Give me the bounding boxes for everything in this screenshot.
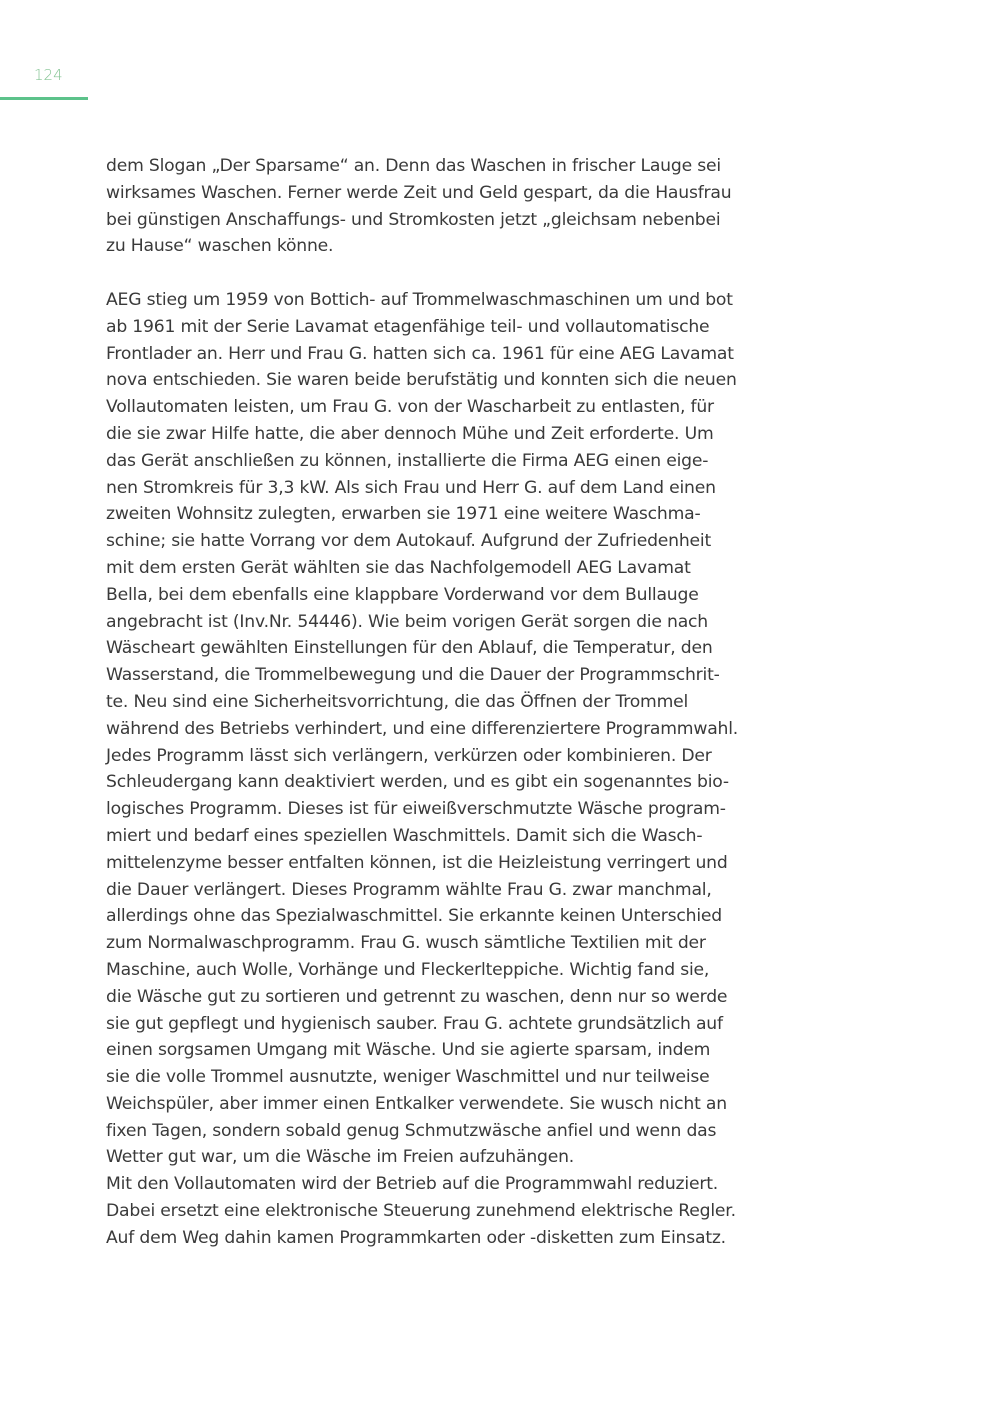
text-line: sie gut gepflegt und hygienisch sauber. Frau G. achtete grundsätzlich auf bbox=[106, 1013, 723, 1034]
text-line: zum Normalwaschprogramm. Frau G. wusch sämtliche Textilien mit der bbox=[106, 933, 706, 954]
text-line: Auf dem Weg dahin kamen Programmkarten oder -disketten zum Einsatz. bbox=[106, 1227, 726, 1248]
text-line: wirksames Waschen. Ferner werde Zeit und Geld gespart, da die Hausfrau bbox=[106, 182, 732, 203]
text-line: logisches Programm. Dieses ist für eiweißverschmutzte Wäsche program- bbox=[106, 799, 726, 820]
text-line: Mit den Vollautomaten wird der Betrieb auf die Programmwahl reduziert. bbox=[106, 1174, 718, 1195]
text-line: während des Betriebs verhindert, und eine differenziertere Programmwahl. bbox=[106, 718, 739, 739]
page-number: 124 bbox=[34, 66, 63, 84]
body-text bbox=[106, 153, 786, 1252]
text-line: Wetter gut war, um die Wäsche im Freien aufzuhängen. bbox=[106, 1147, 575, 1168]
text-line: Jedes Programm lässt sich verlängern, verkürzen oder kombinieren. Der bbox=[106, 745, 712, 766]
text-line: AEG stieg um 1959 von Bottich- auf Trommelwaschmaschinen um und bot bbox=[106, 289, 733, 310]
text-line: nova entschieden. Sie waren beide berufstätig und konnten sich die neuen bbox=[106, 370, 737, 391]
text-line: die sie zwar Hilfe hatte, die aber dennoch Mühe und Zeit erforderte. Um bbox=[106, 423, 714, 444]
text-line: zweiten Wohnsitz zulegten, erwarben sie 1971 eine weitere Waschma- bbox=[106, 504, 701, 525]
paragraph-1 bbox=[106, 153, 786, 260]
text-line: zu Hause“ waschen könne. bbox=[106, 236, 334, 257]
text-line: fixen Tagen, sondern sobald genug Schmutzwäsche anfiel und wenn das bbox=[106, 1120, 717, 1141]
text-line: dem Slogan „Der Sparsame“ an. Denn das Waschen in frischer Lauge sei bbox=[106, 156, 721, 176]
text-line: Maschine, auch Wolle, Vorhänge und Fleckerlteppiche. Wichtig fand sie, bbox=[106, 959, 710, 980]
text-line: die Wäsche gut zu sortieren und getrennt zu waschen, denn nur so werde bbox=[106, 986, 728, 1007]
text-line: miert und bedarf eines speziellen Waschmittels. Damit sich die Wasch- bbox=[106, 825, 703, 846]
text-line: Schleudergang kann deaktiviert werden, und es gibt ein sogenanntes bio- bbox=[106, 772, 729, 793]
text-line: Frontlader an. Herr und Frau G. hatten sich ca. 1961 für eine AEG Lavamat bbox=[106, 343, 734, 364]
paragraph-gap bbox=[106, 260, 786, 287]
text-line: Dabei ersetzt eine elektronische Steuerung zunehmend elektrische Regler. bbox=[106, 1201, 736, 1222]
text-line: Bella, bei dem ebenfalls eine klappbare Vorderwand vor dem Bullauge bbox=[106, 584, 699, 605]
paragraph-2 bbox=[106, 287, 786, 1252]
text-line: Wasserstand, die Trommelbewegung und die Dauer der Programmschrit- bbox=[106, 665, 720, 686]
text-line: allerdings ohne das Spezialwaschmittel. Sie erkannte keinen Unterschied bbox=[106, 906, 723, 927]
text-line: bei günstigen Anschaffungs- und Stromkosten jetzt „gleichsam nebenbei bbox=[106, 209, 721, 230]
text-line: die Dauer verlängert. Dieses Programm wählte Frau G. zwar manchmal, bbox=[106, 879, 712, 900]
text-line: nen Stromkreis für 3,3 kW. Als sich Frau und Herr G. auf dem Land einen bbox=[106, 477, 716, 498]
text-line: te. Neu sind eine Sicherheitsvorrichtung, die das Öffnen der Trommel bbox=[106, 691, 689, 712]
text-line: einen sorgsamen Umgang mit Wäsche. Und sie agierte sparsam, indem bbox=[106, 1040, 711, 1061]
text-line: das Gerät anschließen zu können, installierte die Firma AEG einen eige- bbox=[106, 450, 709, 471]
text-line: mit dem ersten Gerät wählten sie das Nachfolgemodell AEG Lavamat bbox=[106, 557, 691, 578]
text-line: Vollautomaten leisten, um Frau G. von der Wascharbeit zu entlasten, für bbox=[106, 397, 714, 418]
text-line: schine; sie hatte Vorrang vor dem Autokauf. Aufgrund der Zufriedenheit bbox=[106, 531, 712, 552]
text-line: angebracht ist (Inv.Nr. 54446). Wie beim vorigen Gerät sorgen die nach bbox=[106, 611, 708, 632]
text-line: mittelenzyme besser entfalten können, ist die Heizleistung verringert und bbox=[106, 852, 728, 873]
text-line: ab 1961 mit der Serie Lavamat etagenfähige teil- und vollautomatische bbox=[106, 316, 710, 337]
text-line: Wäscheart gewählten Einstellungen für den Ablauf, die Temperatur, den bbox=[106, 638, 713, 659]
text-line: Weichspüler, aber immer einen Entkalker verwendete. Sie wusch nicht an bbox=[106, 1093, 727, 1114]
header-rule bbox=[0, 97, 88, 100]
text-line: sie die volle Trommel ausnutzte, weniger Waschmittel und nur teilweise bbox=[106, 1067, 710, 1088]
